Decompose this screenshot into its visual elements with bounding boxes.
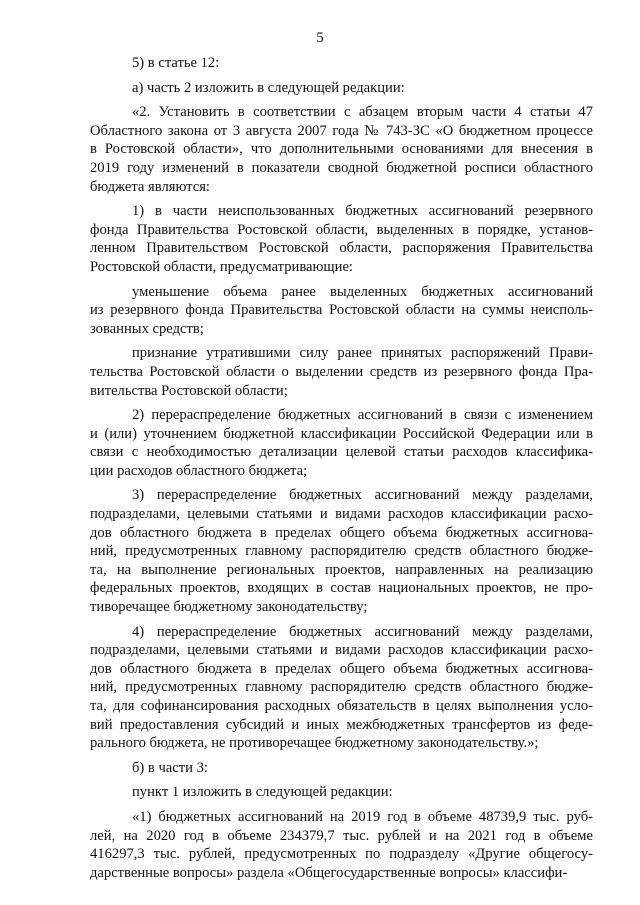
text-line: 2019 году изменений в показатели сводной бюджетной росписи областного	[90, 159, 593, 176]
paragraph	[90, 808, 593, 882]
text-line: а) часть 2 изложить в следующей редакции:	[132, 79, 405, 96]
text-line: подразделами, целевыми статьями и видами расходов классификации расхо-	[90, 506, 593, 523]
text-line: 1) в части неиспользованных бюджетных ассигнований резервного	[132, 203, 593, 220]
text-line: ний, предусмотренных главному распорядителю средств областного бюдже-	[90, 543, 593, 560]
text-line: 3) перераспределение бюджетных ассигнований между разделами,	[132, 487, 593, 504]
text-line: и (или) уточнением бюджетной классификации Российской Федерации или в	[90, 425, 593, 442]
paragraph	[90, 54, 593, 73]
text-line: зованных средств;	[90, 320, 204, 337]
text-line: ний, предусмотренных главному распорядителю средств областного бюдже-	[90, 679, 593, 696]
text-line: дарственные вопросы» раздела «Общегосударственные вопросы» классифи-	[90, 864, 568, 881]
text-line: б) в части 3:	[132, 759, 208, 776]
paragraph	[90, 623, 593, 753]
text-line: пункт 1 изложить в следующей редакции:	[132, 784, 393, 801]
text-line: рального бюджета, не противоречащее бюджетному законодательству.»;	[90, 735, 539, 752]
paragraph	[90, 759, 593, 778]
text-line: фонда Правительства Ростовской области, выделенных в порядке, установ-	[90, 221, 593, 238]
text-line: «1) бюджетных ассигнований на 2019 год в объеме 48739,9 тыс. руб-	[132, 808, 593, 825]
text-line: тиворечащее бюджетному законодательству;	[90, 599, 368, 616]
text-line: ции расходов областного бюджета;	[90, 462, 308, 479]
page-number: 5	[316, 30, 324, 46]
paragraph	[90, 202, 593, 276]
text-line: признание утратившими силу ранее принятых распоряжений Прави-	[132, 345, 593, 362]
text-line: из резервного фонда Правительства Ростовской области на суммы неисполь-	[90, 302, 593, 319]
text-line: «2. Установить в соответствии с абзацем вторым части 4 статьи 47	[132, 104, 593, 121]
text-line: та, для софинансирования расходных обязательств в целях выполнения усло-	[90, 698, 593, 714]
text-line: связи с необходимостью детализации целевой статьи расходов классифика-	[90, 444, 593, 461]
text-line: подразделами, целевыми статьями и видами расходов классификации расхо-	[90, 642, 593, 659]
paragraph	[90, 486, 593, 616]
text-line: в Ростовской области», что дополнительными основаниями для внесения в	[90, 141, 593, 158]
paragraph	[90, 79, 593, 98]
paragraph	[90, 103, 593, 196]
text-line: бюджета являются:	[90, 178, 210, 195]
text-line: уменьшение объема ранее выделенных бюджетных ассигнований	[132, 283, 593, 300]
text-line: вительства Ростовской области;	[90, 382, 288, 399]
paragraph	[90, 344, 593, 400]
text-line: дов областного бюджета в пределах общего объема бюджетных ассигнова-	[90, 660, 593, 677]
paragraph	[90, 283, 593, 339]
text-line: дов областного бюджета в пределах общего объема бюджетных ассигнова-	[90, 524, 593, 541]
text-line: 4) перераспределение бюджетных ассигнований между разделами,	[132, 623, 593, 640]
text-line: Ростовской области, предусматривающие:	[90, 258, 353, 275]
text-line: 5) в статье 12:	[132, 55, 220, 71]
paragraph	[90, 406, 593, 480]
text-line: лей, на 2020 год в объеме 234379,7 тыс. рублей и на 2021 год в объеме	[90, 827, 593, 844]
text-line: 2) перераспределение бюджетных ассигнований в связи с изменением	[132, 407, 593, 424]
text-line: 416297,3 тыс. рублей, предусмотренных по подразделу «Другие общегосу-	[90, 846, 593, 863]
document-body	[90, 54, 593, 888]
text-line: Областного закона от 3 августа 2007 года № 743-ЗС «О бюджетном процессе	[90, 122, 593, 139]
text-line: ленном Правительством Ростовской области, распоряжения Правительства	[90, 240, 593, 257]
text-line: вий предоставления субсидий и иных межбюджетных трансфертов из феде-	[90, 716, 593, 733]
text-line: та, на выполнение региональных проектов, направленных на реализацию	[90, 561, 593, 578]
paragraph	[90, 783, 593, 802]
text-line: тельства Ростовской области о выделении средств из резервного фонда Пра-	[90, 363, 593, 380]
text-line: федеральных проектов, входящих в состав национальных проектов, не про-	[90, 580, 593, 597]
